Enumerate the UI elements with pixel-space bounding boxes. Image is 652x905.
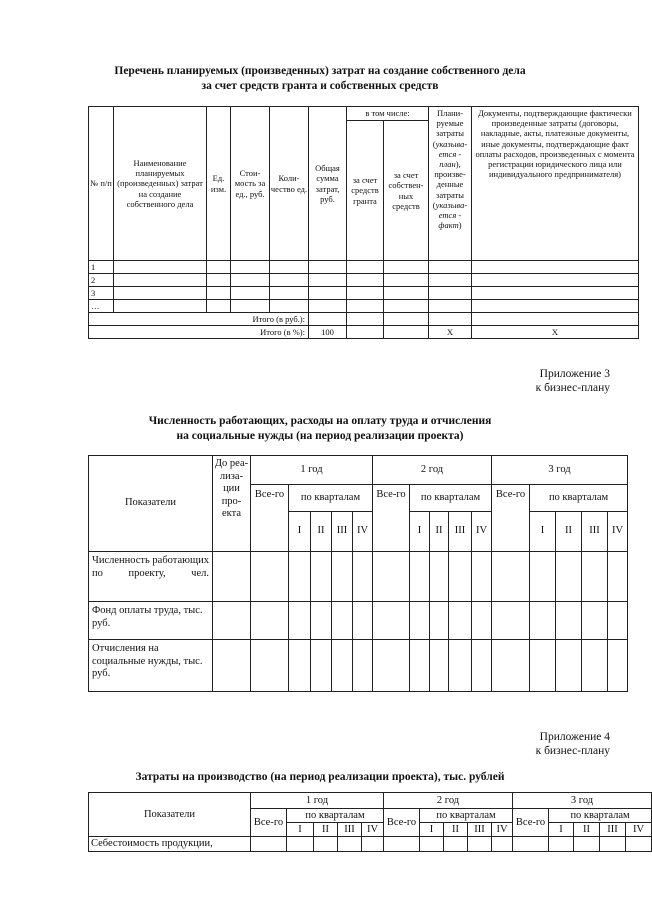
total-pct-label: Итого (в %): xyxy=(89,326,309,339)
year-3-quarters-header: по кварталам xyxy=(549,809,652,823)
table-row xyxy=(89,552,628,602)
appendix4-sublabel: к бизнес-плану xyxy=(535,745,610,757)
quarter-header: IV xyxy=(608,512,628,552)
production-costs-table xyxy=(88,792,652,852)
quarter-header: IV xyxy=(353,512,373,552)
table-row xyxy=(89,640,628,692)
year-1-total-header: Все-го xyxy=(251,809,287,837)
header-name: Наименование планируемых (произведенных) затрат на создание собственного дела xyxy=(114,107,207,261)
total-rub-label: Итого (в руб.): xyxy=(89,313,309,326)
header-unit: Ед. изм. xyxy=(207,107,231,261)
quarter-header: III xyxy=(332,512,353,552)
quarter-header: III xyxy=(600,823,626,837)
quarter-header: II xyxy=(314,823,338,837)
indicators-header: Показатели xyxy=(89,793,251,837)
table-row: 3 xyxy=(89,287,639,300)
header-qty: Коли-чество ед. xyxy=(270,107,309,261)
quarter-header: IV xyxy=(472,512,492,552)
year-3-header: 3 год xyxy=(513,793,652,809)
year-1-quarters-header: по кварталам xyxy=(289,485,373,512)
header-planned: Плани-руемые затраты (указыва-ется - план), произве-денные затраты (указыва-ется - факт) xyxy=(429,107,472,261)
total-pct-row xyxy=(89,326,639,339)
table2-title-line1: Численность работающих, расходы на оплату труда и отчисления xyxy=(148,415,492,427)
quarter-header: I xyxy=(549,823,574,837)
year-1-total-header: Все-го xyxy=(251,485,289,552)
table3-title: Затраты на производство (на период реализации проекта), тыс. рублей xyxy=(135,771,505,783)
staff-payroll-table xyxy=(88,455,628,692)
year-2-total-header: Все-го xyxy=(384,809,420,837)
quarter-header: I xyxy=(289,512,311,552)
appendix4-label: Приложение 4 xyxy=(539,731,610,743)
quarter-header: II xyxy=(556,512,582,552)
quarter-header: III xyxy=(582,512,608,552)
table-row xyxy=(89,837,652,852)
header-cost: Стои-мость за ед., руб. xyxy=(231,107,270,261)
year-2-header: 2 год xyxy=(373,456,492,485)
table2-title-line2: на социальные нужды (на период реализации проекта) xyxy=(176,430,464,442)
indicators-header: Показатели xyxy=(89,456,213,552)
row-label: Фонд оплаты труда, тыс. руб. xyxy=(89,602,213,640)
year-3-header: 3 год xyxy=(492,456,628,485)
year-3-quarters-header: по кварталам xyxy=(530,485,628,512)
quarter-header: II xyxy=(574,823,600,837)
year-2-total-header: Все-го xyxy=(373,485,410,552)
year-3-total-header: Все-го xyxy=(513,809,549,837)
appendix3-sublabel: к бизнес-плану xyxy=(535,382,610,394)
before-project-header: До реа-лиза-ции про-екта xyxy=(213,456,251,552)
header-including: в том числе: xyxy=(347,107,429,121)
quarter-header: III xyxy=(468,823,492,837)
quarter-header: II xyxy=(430,512,449,552)
year-1-header: 1 год xyxy=(251,456,373,485)
quarter-header: IV xyxy=(362,823,384,837)
total-rub-row xyxy=(89,313,639,326)
quarter-header: II xyxy=(311,512,332,552)
year-3-total-header: Все-го xyxy=(492,485,530,552)
table1-title-line2: за счет средств гранта и собственных средств xyxy=(201,80,439,92)
x-mark: Х xyxy=(429,326,472,339)
header-own: за счет собствен-ных средств xyxy=(384,121,429,261)
x-mark: Х xyxy=(472,326,639,339)
table-row: 2 xyxy=(89,274,639,287)
table-row: 1 xyxy=(89,261,639,274)
quarter-header: I xyxy=(530,512,556,552)
header-grant: за счет средств гранта xyxy=(347,121,384,261)
quarter-header: II xyxy=(444,823,468,837)
year-2-quarters-header: по кварталам xyxy=(410,485,492,512)
appendix3-label: Приложение 3 xyxy=(539,368,610,380)
row-label: Численность работающих по проекту, чел. xyxy=(89,552,213,602)
header-total: Общая сумма затрат, руб. xyxy=(309,107,347,261)
year-1-quarters-header: по кварталам xyxy=(287,809,384,823)
planned-costs-table xyxy=(88,106,639,339)
quarter-header: III xyxy=(449,512,472,552)
quarter-header: I xyxy=(287,823,314,837)
quarter-header: I xyxy=(410,512,430,552)
table-row: … xyxy=(89,300,639,313)
header-docs: Документы, подтверждающие фактически произведенные затраты (договоры, накладные, акты, платежные документы, иные документы, подтверждающие факт оплаты расходов, произведенных с момента регистрации юридического лица или индивидуального предпринимателя) xyxy=(472,107,639,261)
total-pct-value: 100 xyxy=(309,326,347,339)
quarter-header: I xyxy=(420,823,444,837)
quarter-header: IV xyxy=(626,823,652,837)
header-num: № п/п xyxy=(89,107,114,261)
quarter-header: III xyxy=(338,823,362,837)
row-label: Отчисления на социальные нужды, тыс. руб. xyxy=(89,640,213,692)
table1-title-line1: Перечень планируемых (произведенных) затрат на создание собственного дела xyxy=(114,65,526,77)
year-2-header: 2 год xyxy=(384,793,513,809)
row-label: Себестоимость продукции, xyxy=(89,837,251,852)
table-row xyxy=(89,602,628,640)
year-2-quarters-header: по кварталам xyxy=(420,809,513,823)
year-1-header: 1 год xyxy=(251,793,384,809)
quarter-header: IV xyxy=(492,823,513,837)
